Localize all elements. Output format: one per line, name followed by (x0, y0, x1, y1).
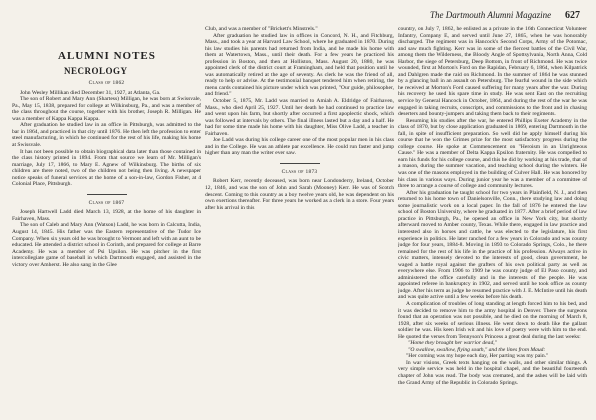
section-title: ALUMNI NOTES (58, 50, 156, 62)
class-heading-1867: Class of 1867 (88, 199, 125, 206)
paragraph: Robert Kerr, recently deceased, was born near Londonderry, Ireland, October 12, 1846, and was the son of John and Sarah (Mooney) Kerr. He was of Scotch descent. Coming to this country as a boy twelve years old, he was dependent on his own exertions thereafter. For three years he worked as a clerk in a store. Four years after his arrival in this (205, 178, 394, 211)
poem-quote (398, 340, 587, 353)
poem-line: "Home they brought her warrior dead," (408, 340, 498, 347)
column-2 (205, 26, 394, 416)
paragraph: It has not been possible to obtain biographical data later than those contained in the class history printed in 1894. From that source we learn of Mr. Milligan's marriage, July 17, 1866, to Mary E. Agnew of Wilkinsburg. The births of six children are there noted, two of the children not being then living. A newspaper notice speaks of funeral services at the home of a son-in-law, Gordon Fisher, at 4 Colonial Place, Pittsburgh. (12, 148, 201, 188)
paragraph: A complication of troubles of long standing at length forced him to his bed, and it was decided to remove him to the army hospital in Denver. There the surgeons found that an operation was not possible, and he died on the morning of March 8, 1928, after six weeks of serious illness. He went down to death like the gallant soldier he was. His keen Irish wit and his love of poetry were with him to the end. He quoted the verses from Tennyson's Princess a great deal during the last weeks: (398, 300, 587, 340)
paragraph: The son of Caleb and Mary Ann (Watson) Ladd, he was born in Calcutta, India, August 14, 1845. His father was the Eastern representative of the Tudor Ice Company. When six years old he was brought to Vermont and left with an aunt to be educated. He attended a district school in Corinth, and prepared for college at Barre Academy. He was a member of Psi Upsilon. He was pitcher in the first intercollegiate game of baseball in which Dartmouth engaged, and assisted in the victory over Amherst. He also sang in the Glee (12, 222, 201, 268)
paragraph: The son of Robert and Mary Ann (Shartess) Milligan, he was born at Swissvale, Pa., May 15, 1838, prepared for college at Wilkinsburg, Pa., and was a member of the class throughout the course, together with his brother, Joseph R. Milligan. He was a member of Kappa Kappa Kappa. (12, 96, 201, 122)
class-heading-1862: Class of 1862 (88, 80, 125, 87)
column-3 (398, 26, 587, 416)
subsection-title: NECROLOGY (64, 65, 128, 76)
paragraph: October 5, 1875, Mr. Ladd was married to Amiah A. Eldridge of Fairhaven, Mass., who died April 25, 1927. Until her death he had continued to practice law and went upon his farm, but shortly after occurred a first apoplectic shock, which was followed at intervals by others. The final illness lasted but a day and a half. He had for some time made his home with his daughter, Miss Olive Ladd, a teacher in Fairhaven. (205, 98, 394, 137)
paragraph: country, on July 7, 1862, he enlisted as a private in the 16th Connecticut Volunteer Infantry, Company E, and served until June 27, 1865, when he was honorably discharged. The regiment was in Hancock's Second Corps, Army of the Potomac, and saw much fighting. Kerr was in some of the fiercest battles of the Civil War, among them the Wilderness, the Bloody Angle of Spottsylvania, North Anna, Cold Harbor, the siege of Petersburg, Deep Bottom, in front of Richmond. He was twice wounded, first at Morton's Ford on the Rapidan, February 6, 1864, when Kilpatrick and Dahlgren made the raid on Richmond. In the summer of 1864 he was stunned by a glancing ball in an assault on Petersburg. The fearful wound in the side which he received at Morton's Ford caused suffering for many years after the war. During his recovery he used his spare time in study. He was sent East on the recruiting service by General Hancock in October, 1864, and during the rest of the war he was engaged in taking recruits, conscripts, and commissions to the front and in chasing deserters and bounty-jumpers and taking them back to their regiments. (398, 26, 587, 118)
paragraph: Resuming his studies after the war, he entered Phillips Exeter Academy in the class of 1870, but by close application graduated in 1869, entering Dartmouth in the fall, in spite of insufficient preparation. So well did he apply himself during his course that he won the Grimes prize for the most satisfactory progress during the college course. He spoke at Commencement on "Heroism in an Unrighteous Cause." He was a member of Delta Kappa Epsilon fraternity. He was compelled to earn his funds for his college course, and this he did by working at his trade, that of a mason, during the summer vacation, and teaching school during the winters. He was one of the masons employed in the building of Culver Hall. He was honored by his class in various ways. During junior year he was a member of a committee of three to arrange a course of college and community lectures. (398, 117, 587, 190)
divider (87, 194, 127, 195)
paragraph: Joe Ladd was during his college career one of the most popular men in his class and in the College. He was an athlete par excellence. He could run faster and jump higher than any man the writer ever saw. (205, 137, 394, 157)
paragraph: Joseph Hartwell Ladd died March 13, 1928, at the home of his daughter in Fairhaven, Mass. (12, 209, 201, 222)
paragraph: In war visions, Greek texts hanging on the walls, and other similar things. A very simple service was held in the hospital chapel, and the beautiful fourteenth chapter of John was read. The body was cremated, and the ashes will be laid with the Grand Army of the Republic in Colorado Springs. (398, 359, 587, 386)
page-number: 627 (565, 10, 580, 21)
page-header (0, 8, 596, 26)
paragraph: "Her coming was my hope each day, Her parting was my pain." (406, 353, 549, 360)
paragraph: John Wesley Millikan died December 31, 1927, at Atlanta, Ga. (20, 89, 161, 96)
column-1 (12, 26, 201, 416)
poem-line: "O swallow, swallow, flying south," and the lines from Maud: (408, 346, 546, 353)
divider (280, 163, 320, 164)
running-title: The Dartmouth Alumni Magazine (430, 10, 552, 20)
class-heading-1873: Class of 1873 (281, 168, 318, 175)
paragraph: After his graduation he taught school for two years in Plainfield, N. J., and then returned to his home town of Danielsonville, Conn., there studying law and doing some journalistic work on a local paper. In the fall of 1876 he entered the law school of Boston University, where he graduated in 1877. After a brief period of law practice in Pittsburgh, Pa., he opened an office in New York city, but shortly afterward moved to Amber county, Texas. While there, engaged in law practice and interested also in horses and cattle, he was elected to the legislature, his first experience in politics. He later ranched for a few years in Colorado and was county judge for four years, 1884-8. Moving in 1893 to Colorado Springs, Colo., he there remained for the rest of his life in the practice of his profession. Always active in civic matters, intensely devoted to the interests of good, clean government, he waged a battle royal against the grafters of his own political party as well as everywhere else. From 1906 to 1909 he was county judge of El Paso county, and administered the office carefully and in the interests of the people. He was appointed referee in bankruptcy in 1902, and served until he took office as county judge. After his term as judge he resumed practice with J. E. McIntire until his death and was quite active until a few weeks before his death. (398, 189, 587, 301)
paragraph: Club, and was a member of "Brickett's Minstrels." (205, 26, 318, 32)
paragraph: After graduation he studied law in an office in Pittsburgh, was admitted to the bar in 1864, and practiced in that city until 1876. He then left the profession to enter steel manufacturing, in which he continued for the rest of his life, making his home at Swissvale. (12, 122, 201, 149)
paragraph: After graduation he studied law in offices in Concord, N. H., and Fitchburg, Mass., and took a year at Harvard Law School, where he graduated in 1870. During his law studies his parents had returned from India, and he made his home with them at Watertown, Mass., until their death. For a few years he practiced his profession in Boston, and then at Holliston, Mass. August 20, 1880, he was appointed clerk of the district court at Framingham, and held that position until he was automatically retired at the age of seventy. As clerk he was the friend of all, ready to help or advise. At the testimonial banquet tendered him when retiring, the menu cards contained his picture under which was printed, "Our guide, philosopher, and friend." (205, 32, 394, 98)
